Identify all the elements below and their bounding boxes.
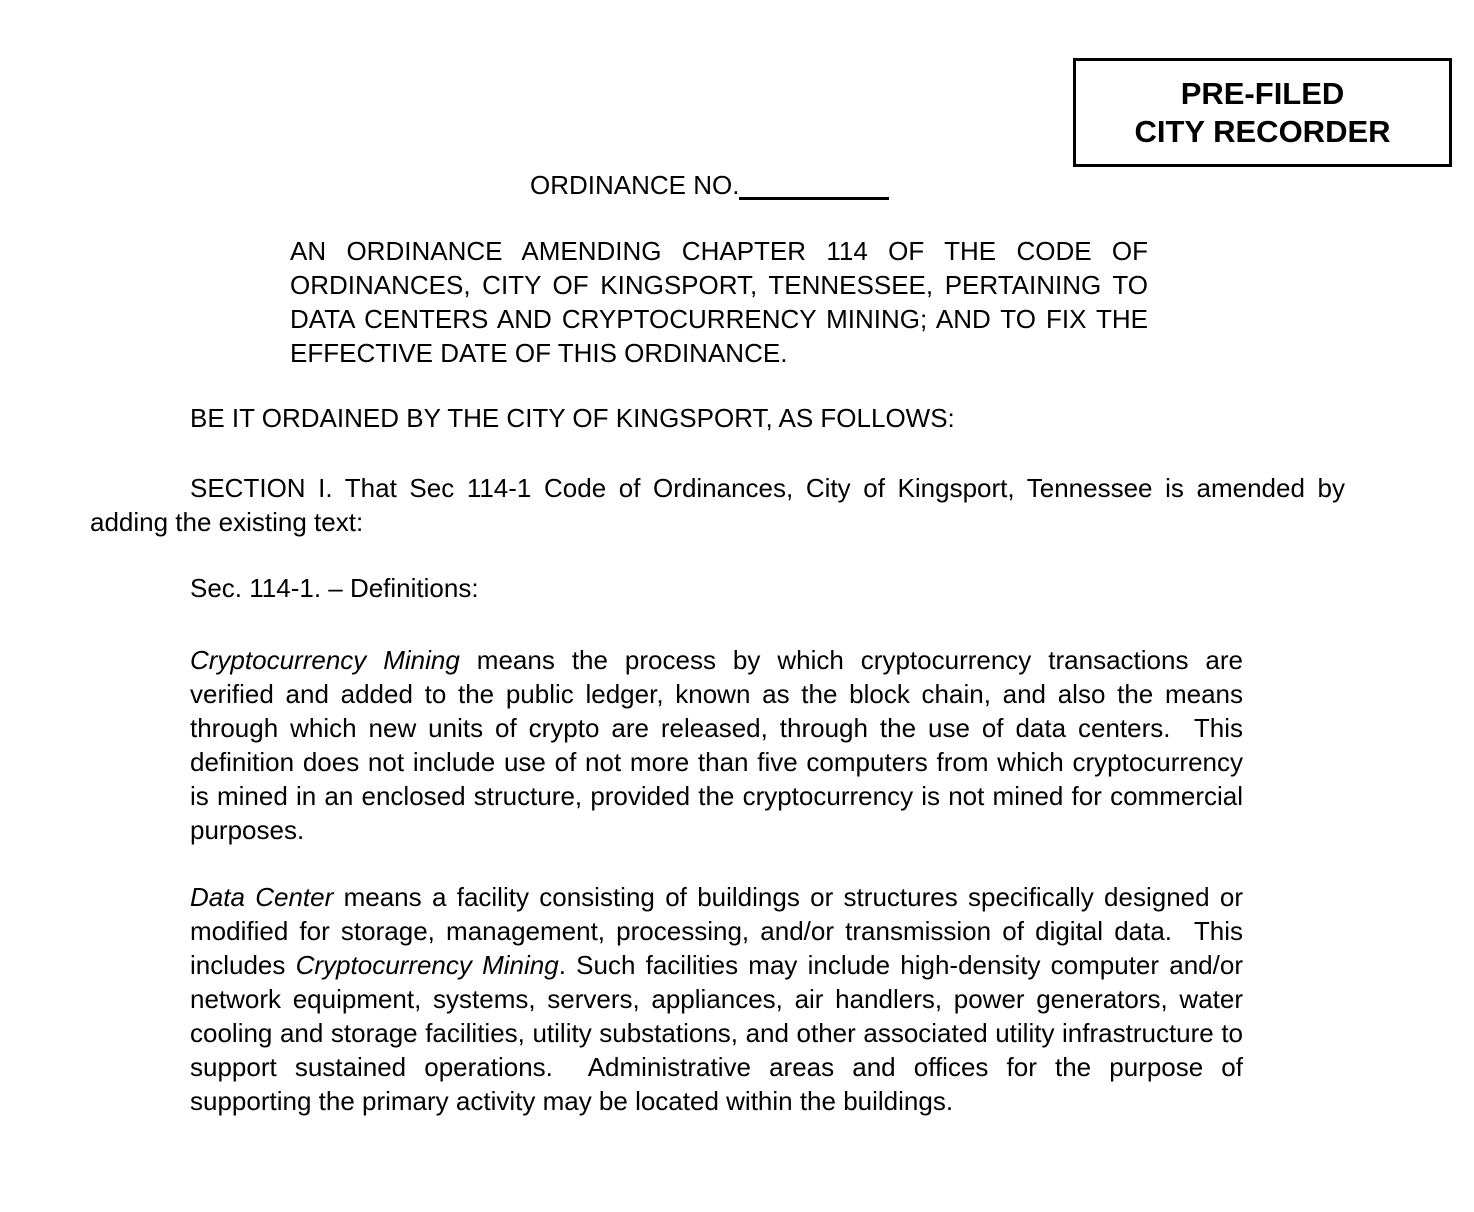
ordinance-number-line	[530, 168, 1345, 202]
definition-body-cryptocurrency-mining: means the process by which cryptocurrency transactions are verified and added to the public ledger, known as the block chain, and also the means through which new units of crypto are released, through the use of data centers. This definition does not include use of not more than five computers from which cryptocurrency is mined in an enclosed structure, provided the cryptocurrency is not mined for commercial purposes.	[190, 645, 1251, 845]
defined-term-cryptocurrency-mining: Cryptocurrency Mining	[190, 645, 460, 675]
definition-data-center	[190, 880, 1251, 1118]
stamp-line-1: PRE-FILED	[1180, 75, 1345, 111]
enactment-clause: BE IT ORDAINED BY THE CITY OF KINGSPORT, AS FOLLOWS:	[190, 403, 955, 433]
ordinance-title: AN ORDINANCE AMENDING CHAPTER 114 OF THE CODE OF ORDINANCES, CITY OF KINGSPORT, TENNESSEE, PERTAINING TO DATA CENTERS AND CRYPTOCURRENCY MINING; AND TO FIX THE EFFECTIVE DATE OF THIS ORDINANCE.	[290, 236, 1148, 368]
definition-cryptocurrency-mining	[190, 643, 1251, 847]
definition-body-data-center-part1: means a facility consisting of buildings or structures specifically designed or modified for storage, management, processing, and/or transmission of digital data. This includes	[190, 882, 1251, 980]
stamp-line-2: CITY RECORDER	[1134, 113, 1391, 149]
defined-term-data-center: Data Center	[190, 882, 334, 912]
section-1-paragraph: SECTION I. That Sec 114-1 Code of Ordinances, City of Kingsport, Tennessee is amended by adding the existing text:	[90, 473, 1345, 537]
pre-filed-stamp	[1073, 58, 1452, 167]
ordinance-number-blank	[739, 197, 889, 200]
definition-body-data-center-part2: . Such facilities may include high-density computer and/or network equipment, systems, servers, appliances, air handlers, power generators, water cooling and storage facilities, utility substations, and other associated utility infrastructure to support sustained operations. Administrative areas and offices for the purpose of supporting the primary activity may be located within the buildings.	[190, 950, 1251, 1116]
term-reference-cryptocurrency-mining: Cryptocurrency Mining	[295, 950, 559, 980]
definitions-heading: Sec. 114-1. – Definitions:	[190, 573, 479, 603]
ordinance-number-label: ORDINANCE NO.	[530, 170, 740, 200]
